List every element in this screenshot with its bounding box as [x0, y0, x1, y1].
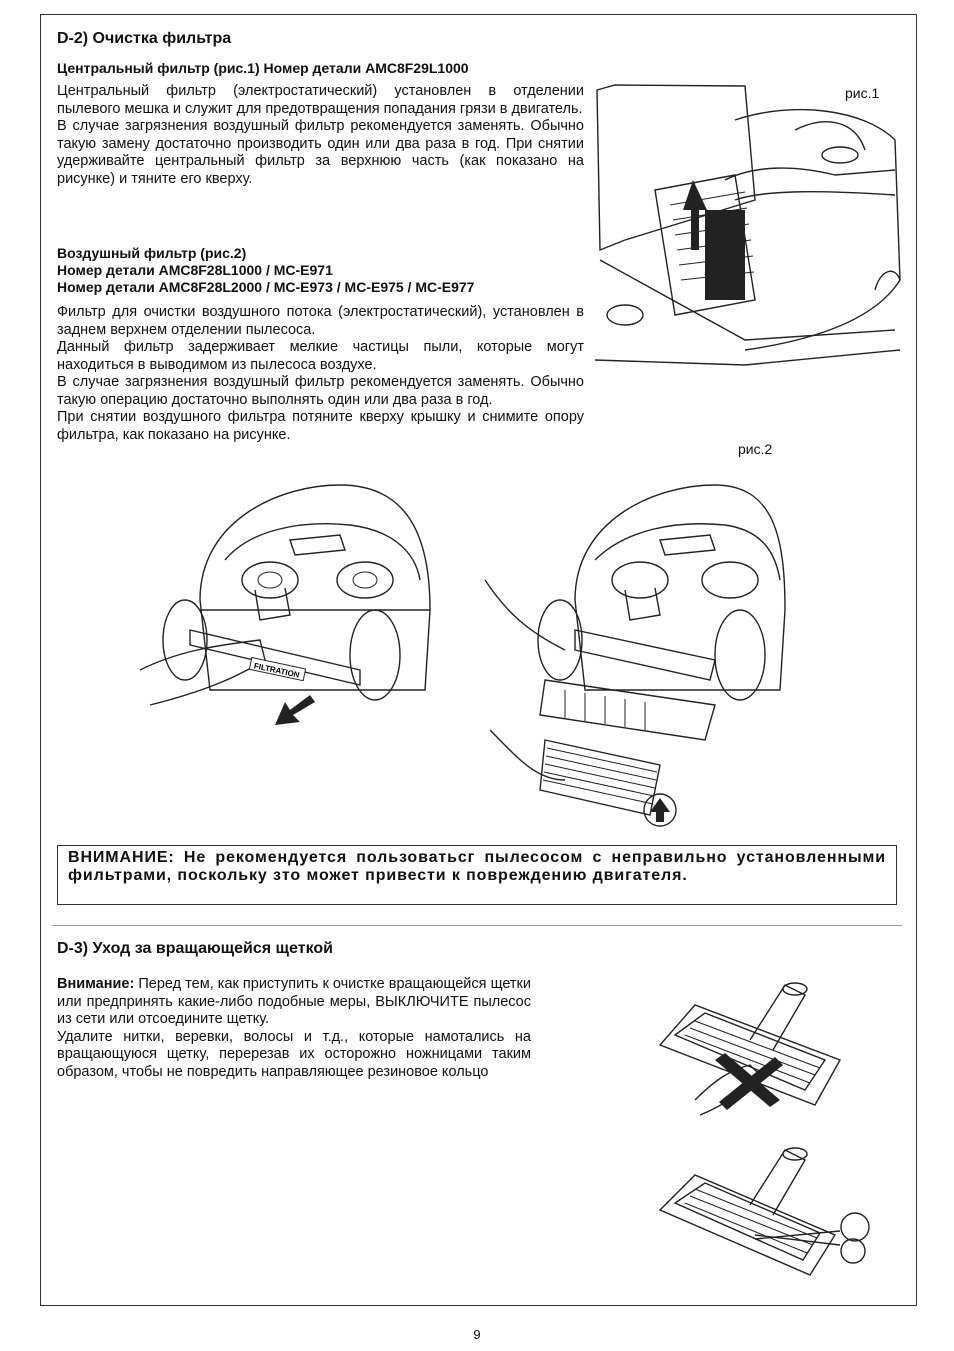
air-filter-text	[57, 304, 584, 444]
air-filter-heading-line: Номер детали AMC8F28L1000 / MC-E971	[57, 262, 333, 278]
brush-care-text	[57, 976, 531, 1081]
air-filter-paragraph: В случае загрязнения воздушный фильтр рекомендуется заменять. Обычно такую операцию достаточно выполнять один или два раза в год.	[57, 374, 584, 408]
air-filter-heading	[57, 245, 474, 296]
attention-label: Внимание:	[57, 976, 135, 992]
section-divider	[52, 925, 902, 926]
section-d3-title: D-3) Уход за вращающейся щеткой	[57, 940, 333, 957]
page-number: 9	[473, 1327, 481, 1342]
fig2-caption: рис.2	[738, 441, 773, 457]
fig2-vacuum-filter-removed-illustration	[485, 480, 785, 840]
brush-care-paragraph: Удалите нитки, веревки, волосы и т.д., которые намотались на вращающуюся щетку, перерезав их осторожно ножницами таким образом, чтобы не повредить направляющее резиновое кольцо	[57, 1028, 531, 1080]
filtration-label: FILTRATION	[253, 661, 301, 680]
central-filter-text	[57, 83, 584, 188]
brush-scissors-illustration	[655, 1135, 885, 1285]
air-filter-paragraph: Фильтр для очистки воздушного потока (электростатический), установлен в заднем верхнем отделении пылесоса.	[57, 304, 584, 338]
fig2-vacuum-removing-cover-illustration	[140, 480, 440, 730]
central-filter-paragraph: В случае загрязнения воздушный фильтр рекомендуется заменять. Обычно такую замену достаточно производить один или два раза в год. При снятии удерживайте центральный фильтр за верхнюю часть (как показано на рисунке) и тяните его кверху.	[57, 118, 584, 187]
central-filter-heading: Центральный фильтр (рис.1) Номер детали AMC8F29L1000	[57, 60, 469, 76]
air-filter-paragraph: Данный фильтр задерживает мелкие частицы пыли, которые могут находиться в выводимом из пылесоса воздухе.	[57, 339, 584, 373]
attention-text: Перед тем, как приступить к очистке вращающейся щетки или предпринять какие-либо подобные меры, ВЫКЛЮЧИТЕ пылесос из сети или отсоедините щетку.	[57, 976, 531, 1027]
brush-no-hand-illustration	[655, 965, 845, 1125]
air-filter-heading-line: Воздушный фильтр (рис.2)	[57, 245, 247, 261]
warning-box: ВНИМАНИЕ: Не рекомендуется пользоватьсг пылесосом с неправильно установленными фильтрами, поскольку зто может привести к повреждению двигателя.	[57, 845, 897, 905]
central-filter-paragraph: Центральный фильтр (электростатический) установлен в отделении пылевого мешка и служит для предотвращения попадания грязи в двигатель.	[57, 83, 584, 117]
air-filter-paragraph: При снятии воздушного фильтра потяните кверху крышку и снимите опору фильтра, как показано на рисунке.	[57, 409, 584, 443]
section-d2-title: D-2) Очистка фильтра	[57, 30, 232, 47]
air-filter-heading-line: Номер детали AMC8F28L2000 / MC-E973 / MC-E975 / MC-E977	[57, 279, 475, 295]
fig1-central-filter-illustration	[595, 80, 905, 370]
fig1-caption: рис.1	[845, 85, 880, 101]
